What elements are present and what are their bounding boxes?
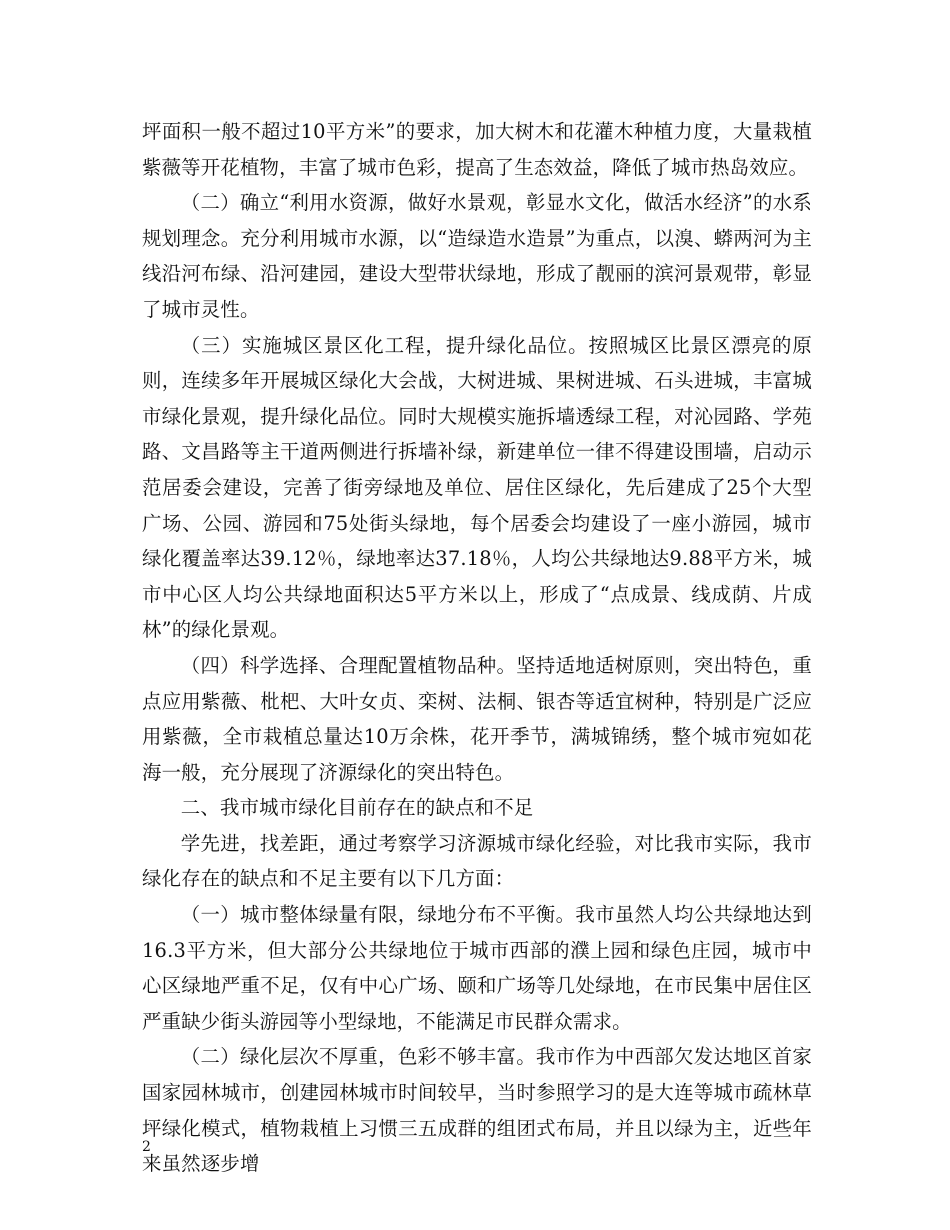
paragraph: 学先进，找差距，通过考察学习济源城市绿化经验，对比我市实际，我市绿化存在的缺点和不足主要有以下几方面： (142, 831, 812, 891)
paragraph: （一）城市整体绿量有限，绿地分布不平衡。我市虽然人均公共绿地达到16.3平方米，但大部分公共绿地位于城市西部的濮上园和绿色庄园，城市中心区绿地严重不足，仅有中心广场、颐和广场等几处绿地，在市民集中居住区严重缺少街头游园等小型绿地，不能满足市民群众需求。 (142, 903, 812, 1033)
paragraph: （二）确立“利用水资源，做好水景观，彰显水文化，做活水经济”的水系规划理念。充分利用城市水源，以“造绿造水造景”为重点，以溴、蟒两河为主线沿河布绿、沿河建园，建设大型带状绿地，形成了靓丽的滨河景观带，彰显了城市灵性。 (142, 191, 812, 321)
paragraph: （三）实施城区景区化工程，提升绿化品位。按照城区比景区漂亮的原则，连续多年开展城区绿化大会战，大树进城、果树进城、石头进城，丰富城市绿化景观，提升绿化品位。同时大规模实施拆墙透绿工程，对沁园路、学苑路、文昌路等主干道两侧进行拆墙补绿，新建单位一律不得建设围墙，启动示范居委会建设，完善了街旁绿地及单位、居住区绿化，先后建成了25个大型广场、公园、游园和75处街头绿地，每个居委会均建设了一座小游园，城市绿化覆盖率达39.12％，绿地率达37.18％，人均公共绿地达9.88平方米，城市中心区人均公共绿地面积达5平方米以上，形成了“点成景、线成荫、片成林”的绿化景观。 (142, 333, 812, 642)
paragraph: 坪面积一般不超过10平方米”的要求，加大树木和花灌木种植力度，大量栽植紫薇等开花植物，丰富了城市色彩，提高了生态效益，降低了城市热岛效应。 (142, 120, 812, 179)
page-number: 2 (142, 1139, 151, 1155)
paragraph: 二、我市城市绿化目前存在的缺点和不足 (180, 796, 534, 820)
paragraph: （二）绿化层次不厚重，色彩不够丰富。我市作为中西部欠发达地区首家国家园林城市，创建园林城市时间较早，当时参照学习的是大连等城市疏林草坪绿化模式，植物栽植上习惯三五成群的组团式布局，并且以绿为主，近些年来虽然逐步增 (142, 1045, 812, 1176)
paragraph: （四）科学选择、合理配置植物品种。坚持适地适树原则，突出特色，重点应用紫薇、枇杷、大叶女贞、栾树、法桐、银杏等适宜树种，特别是广泛应用紫薇，全市栽植总量达10万余株，花开季节，满城锦绣，整个城市宛如花海一般，充分展现了济源绿化的突出特色。 (142, 653, 812, 784)
body-text (142, 114, 812, 1182)
